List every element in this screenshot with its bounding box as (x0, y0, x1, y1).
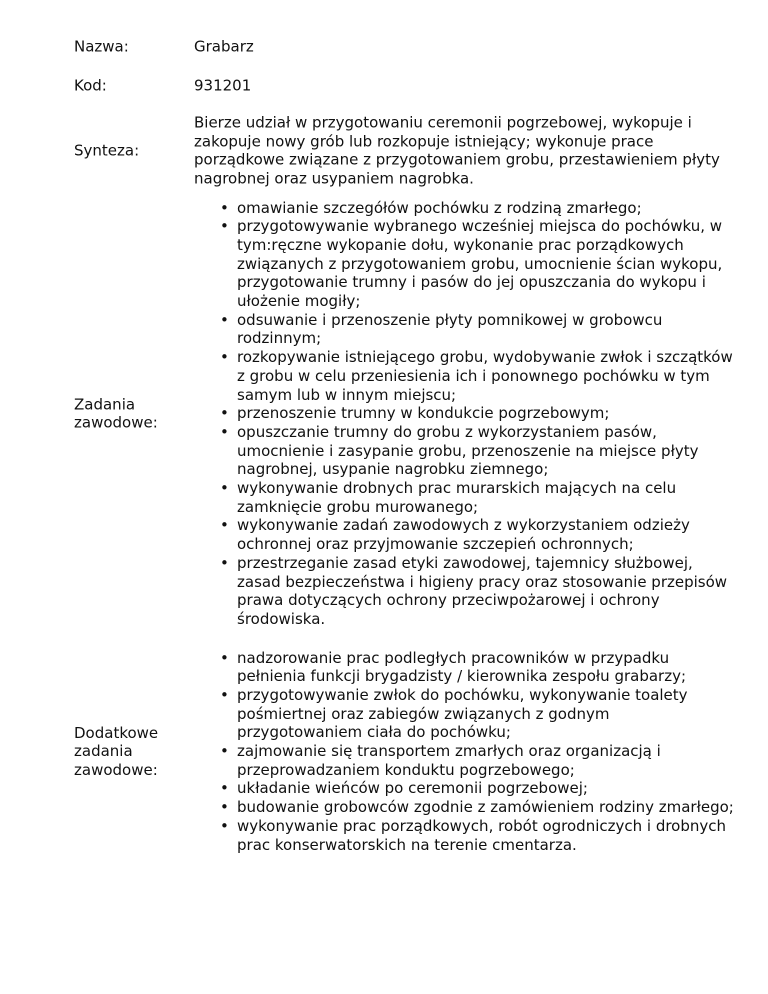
value-nazwa: Grabarz (194, 37, 254, 56)
zadania-zawodowe-list (194, 198, 734, 628)
value-kod: 931201 (194, 76, 252, 95)
list-item: • nadzorowanie prac podległych pracowników w przypadku pełnienia funkcji brygadzisty / kierownika zespołu grabarzy; (194, 649, 734, 686)
row-dodatkowe-zadania-zawodowe (0, 642, 768, 861)
row-synteza (0, 113, 768, 188)
list-item: • przenoszenie trumny w kondukcie pogrzebowym; (194, 404, 734, 423)
zadania-zawodowe-list-container (194, 198, 734, 628)
label-zadania-zawodowe: Zadania zawodowe: (74, 394, 158, 432)
row-kod (0, 76, 768, 95)
list-item: • przygotowywanie wybranego wcześniej miejsca do pochówku, w tym:ręczne wykopanie dołu, wykonanie prac porządkowych związanych z przygotowaniem grobu, umocnienie ścian wykopu, przygotowanie trumny i pasów do jej opuszczania do wykopu i ułożenie mogiły; (194, 217, 734, 311)
list-item: • przygotowywanie zwłok do pochówku, wykonywanie toalety pośmiertnej oraz zabiegów związanych z godnym przygotowaniem ciała do pochówku; (194, 686, 734, 742)
dodatkowe-zadania-list-container (194, 649, 734, 855)
label-synteza: Synteza: (74, 141, 140, 160)
label-kod: Kod: (74, 76, 107, 95)
row-nazwa (0, 37, 768, 56)
list-item: • omawianie szczegółów pochówku z rodziną zmarłego; (194, 198, 734, 217)
label-nazwa: Nazwa: (74, 37, 129, 56)
list-item: • budowanie grobowców zgodnie z zamówieniem rodziny zmarłego; (194, 798, 734, 817)
row-zadania-zawodowe (0, 198, 768, 628)
list-item: • rozkopywanie istniejącego grobu, wydobywanie zwłok i szczątków z grobu w celu przeniesienia ich i ponownego pochówku w tym samym lub w innym miejscu; (194, 348, 734, 404)
value-synteza: Bierze udział w przygotowaniu ceremonii pogrzebowej, wykopuje i zakopuje nowy grób lub rozkopuje istniejący; wykonuje prace porządkowe związane z przygotowaniem grobu, przestawieniem płyty nagrobnej oraz usypaniem nagrobka. (194, 113, 720, 188)
list-item: • wykonywanie zadań zawodowych z wykorzystaniem odzieży ochronnej oraz przyjmowanie szczepień ochronnych; (194, 516, 734, 553)
label-dodatkowe-zadania-zawodowe: Dodatkowe zadania zawodowe: (74, 723, 159, 779)
list-item: • przestrzeganie zasad etyki zawodowej, tajemnicy służbowej, zasad bezpieczeństwa i higieny pracy oraz stosowanie przepisów prawa dotyczących ochrony przeciwpożarowej i ochrony środowiska. (194, 554, 734, 629)
dodatkowe-zadania-list (194, 649, 734, 855)
list-item: • wykonywanie prac porządkowych, robót ogrodniczych i drobnych prac konserwatorskich na terenie cmentarza. (194, 817, 734, 854)
list-item: • zajmowanie się transportem zmarłych oraz organizacją i przeprowadzaniem konduktu pogrzebowego; (194, 742, 734, 779)
list-item: • opuszczanie trumny do grobu z wykorzystaniem pasów, umocnienie i zasypanie grobu, przenoszenie na miejsce płyty nagrobnej, usypanie nagrobku ziemnego; (194, 423, 734, 479)
list-item: • odsuwanie i przenoszenie płyty pomnikowej w grobowcu rodzinnym; (194, 311, 734, 348)
list-item: • układanie wieńców po ceremonii pogrzebowej; (194, 780, 734, 799)
list-item: • wykonywanie drobnych prac murarskich mających na celu zamknięcie grobu murowanego; (194, 479, 734, 516)
